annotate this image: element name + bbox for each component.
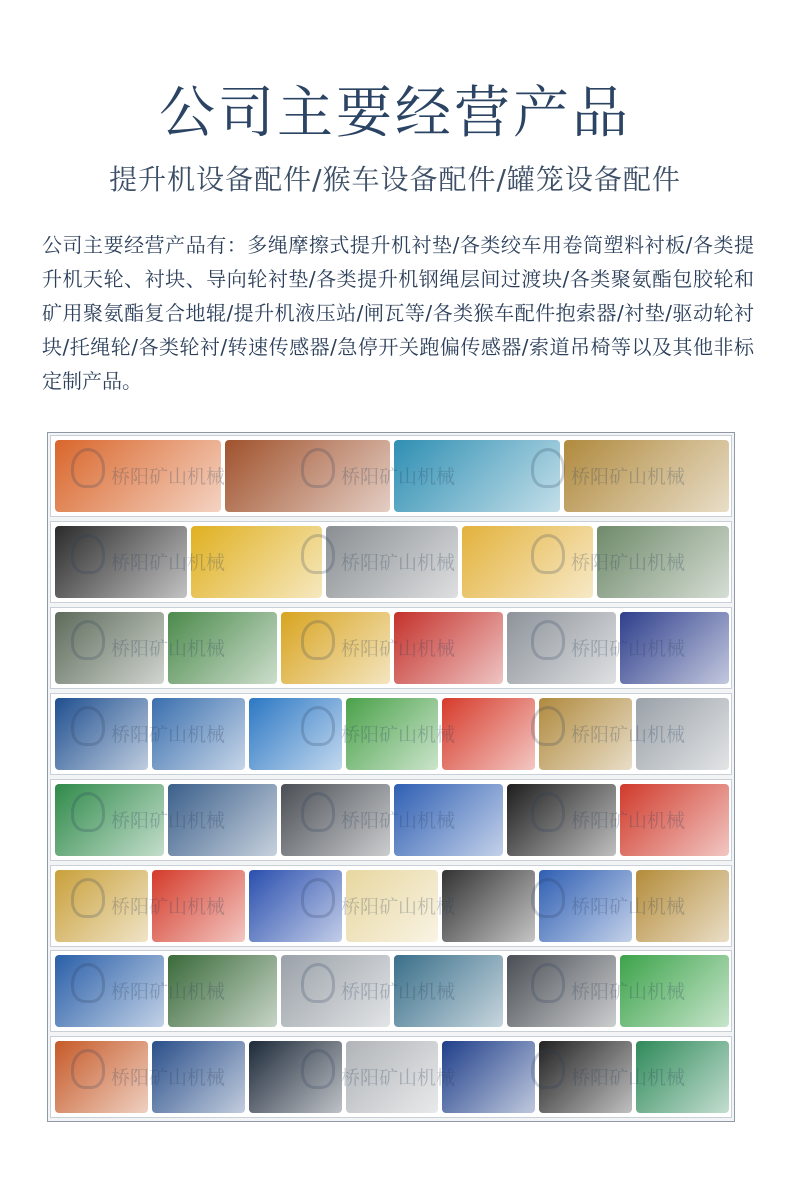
watermark-logo — [531, 534, 565, 574]
watermark-logo — [301, 534, 335, 574]
watermark-text: 桥阳矿山机械 — [111, 723, 226, 746]
watermark-logo — [531, 448, 565, 488]
watermark-text: 桥阳矿山机械 — [571, 723, 686, 746]
product-photo — [168, 955, 277, 1027]
watermark-logo — [301, 963, 335, 1003]
watermark-text: 桥阳矿山机械 — [341, 895, 456, 918]
intro-paragraph: 公司主要经营产品有：多绳摩擦式提升机衬垫/各类绞车用卷筒塑料衬板/各类提升机天轮、衬块、导向轮衬垫/各类提升机钢绳层间过渡块/各类聚氨酯包胶轮和矿用聚氨酯复合地辊/提升机液压站/闸瓦等/各类猴车配件抱索器/衬垫/驱动轮衬块/托绳轮/各类轮衬/转速传感器/急停开关跑偏传感器/索道吊椅等以及其他非标定制产品。 — [42, 233, 754, 393]
watermark-text: 桥阳矿山机械 — [341, 809, 456, 832]
watermark-text: 桥阳矿山机械 — [111, 551, 226, 574]
product-photo — [442, 698, 535, 770]
watermark-text: 桥阳矿山机械 — [111, 981, 226, 1004]
product-photo — [394, 955, 503, 1027]
product-photo-row — [50, 865, 732, 947]
watermark-logo — [71, 963, 105, 1003]
product-gallery — [47, 432, 735, 1122]
product-photo — [326, 526, 458, 598]
watermark-text: 桥阳矿山机械 — [341, 551, 456, 574]
watermark-text: 桥阳矿山机械 — [571, 1067, 686, 1090]
watermark-logo — [301, 878, 335, 918]
watermark-logo — [531, 1049, 565, 1089]
product-photo — [346, 698, 439, 770]
watermark-logo — [531, 706, 565, 746]
watermark-text: 桥阳矿山机械 — [571, 637, 686, 660]
watermark-text: 桥阳矿山机械 — [111, 809, 226, 832]
product-photo — [394, 784, 503, 856]
watermark-text: 桥阳矿山机械 — [111, 466, 226, 488]
watermark-logo — [71, 448, 105, 488]
product-photo — [168, 612, 277, 684]
product-photo — [597, 526, 729, 598]
product-photo-row — [50, 435, 732, 517]
watermark-text: 桥阳矿山机械 — [341, 981, 456, 1004]
watermark-text: 桥阳矿山机械 — [111, 1067, 226, 1090]
product-photo — [281, 784, 390, 856]
watermark-text: 桥阳矿山机械 — [341, 723, 456, 746]
product-photo-row — [50, 779, 732, 861]
product-photo — [636, 698, 729, 770]
watermark-logo — [531, 620, 565, 660]
watermark-logo — [71, 620, 105, 660]
watermark-logo — [531, 878, 565, 918]
product-photo — [152, 698, 245, 770]
product-photo-row — [50, 950, 732, 1032]
watermark-text: 桥阳矿山机械 — [341, 1067, 456, 1090]
product-photo — [620, 612, 729, 684]
product-photo — [442, 1041, 535, 1113]
product-photo-row — [50, 607, 732, 689]
watermark-text: 桥阳矿山机械 — [571, 895, 686, 918]
watermark-text: 桥阳矿山机械 — [571, 981, 686, 1004]
product-photo — [636, 870, 729, 942]
product-photo — [564, 440, 730, 512]
product-photo — [152, 1041, 245, 1113]
watermark-text: 桥阳矿山机械 — [571, 551, 686, 574]
product-photo — [442, 870, 535, 942]
watermark-text: 桥阳矿山机械 — [111, 895, 226, 918]
product-photo-row — [50, 521, 732, 603]
watermark-logo — [71, 878, 105, 918]
product-photo — [281, 612, 390, 684]
product-photo — [462, 526, 594, 598]
product-photo-row — [50, 693, 732, 775]
watermark-logo — [301, 706, 335, 746]
watermark-logo — [71, 792, 105, 832]
watermark-logo — [301, 620, 335, 660]
watermark-logo — [301, 1049, 335, 1089]
watermark-logo — [301, 792, 335, 832]
watermark-logo — [71, 1049, 105, 1089]
page-title: 公司主要经营产品 — [159, 81, 631, 146]
watermark-logo — [71, 534, 105, 574]
product-photo — [620, 955, 729, 1027]
watermark-logo — [71, 706, 105, 746]
product-photo — [152, 870, 245, 942]
product-photo — [620, 784, 729, 856]
watermark-text: 桥阳矿山机械 — [341, 466, 456, 488]
product-photo — [394, 612, 503, 684]
watermark-logo — [301, 448, 335, 488]
product-photo — [281, 955, 390, 1027]
product-photo — [346, 1041, 439, 1113]
product-photo — [636, 1041, 729, 1113]
watermark-text: 桥阳矿山机械 — [571, 466, 686, 488]
watermark-text: 桥阳矿山机械 — [571, 809, 686, 832]
watermark-logo — [531, 792, 565, 832]
product-photo — [346, 870, 439, 942]
watermark-logo — [531, 963, 565, 1003]
watermark-text: 桥阳矿山机械 — [111, 637, 226, 660]
page-subtitle: 提升机设备配件/猴车设备配件/罐笼设备配件 — [109, 163, 681, 196]
product-photo-row — [50, 1036, 732, 1118]
watermark-text: 桥阳矿山机械 — [341, 637, 456, 660]
product-photo — [168, 784, 277, 856]
